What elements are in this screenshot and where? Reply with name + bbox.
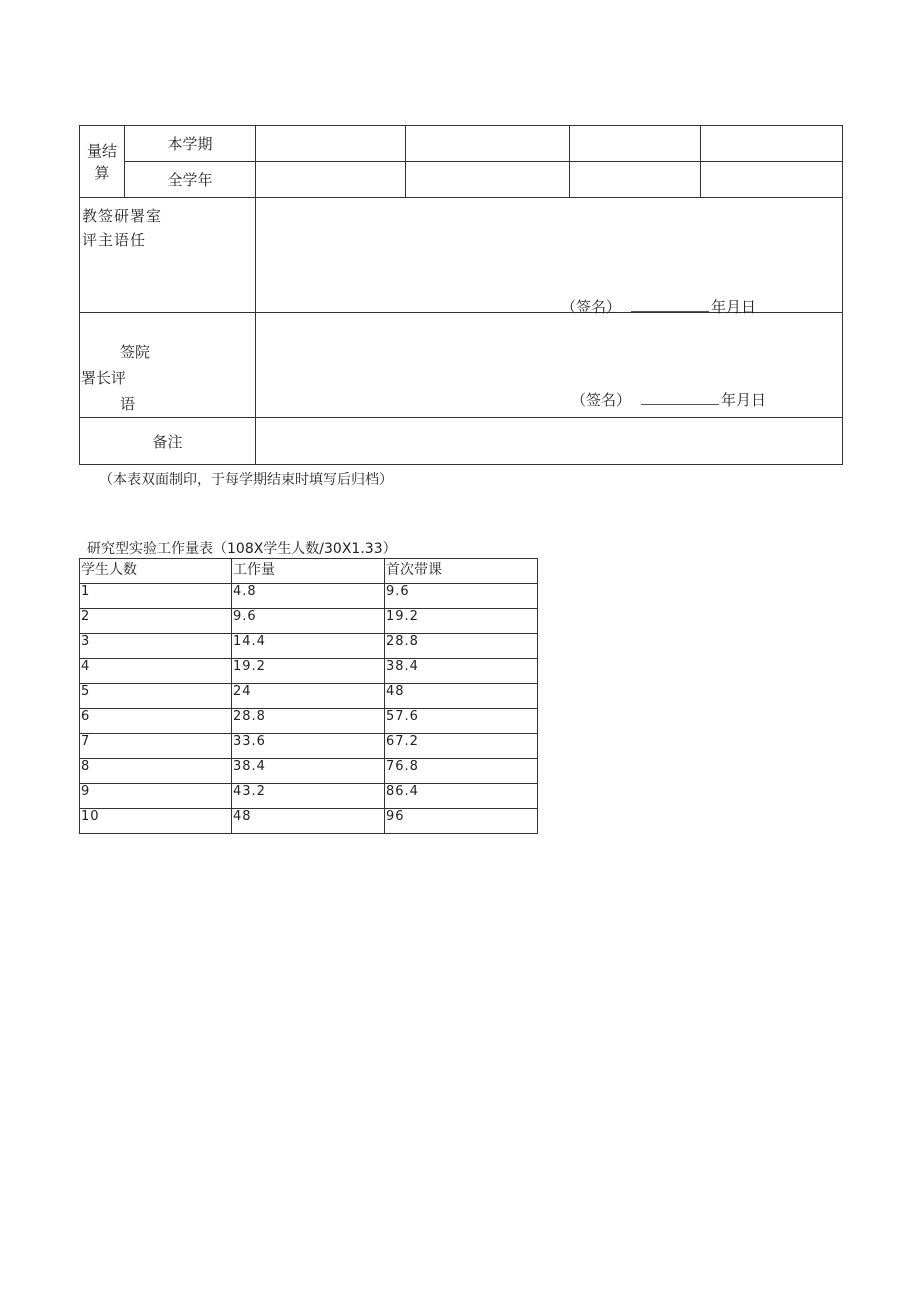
cell-student-count: 5 xyxy=(80,684,232,709)
table-row xyxy=(80,659,538,684)
remarks-area[interactable] xyxy=(256,418,843,465)
teaching-office-comment-area[interactable] xyxy=(256,198,843,316)
print-note: （本表双面制印，于每学期结束时填写后归档） xyxy=(99,472,393,488)
cell-first-course: 57.6 xyxy=(385,709,538,734)
cell-first-course: 48 xyxy=(385,684,538,709)
table-row xyxy=(80,809,538,834)
cell-student-count: 1 xyxy=(80,584,232,609)
cell-workload: 33.6 xyxy=(232,734,385,759)
date-text: 年月日 xyxy=(721,391,767,409)
dean-row xyxy=(80,313,843,418)
header-workload: 工作量 xyxy=(232,559,385,584)
signature-blank[interactable] xyxy=(631,299,709,312)
summary-label-line2: 算 xyxy=(94,163,110,182)
cell-first-course: 96 xyxy=(385,809,538,834)
teaching-office-row xyxy=(80,198,843,313)
cell-first-course: 28.8 xyxy=(385,634,538,659)
dean-label-line1: 签院 xyxy=(120,343,151,361)
workload-table-caption: 研究型实验工作量表（108X学生人数/30X1.33） xyxy=(87,541,397,557)
table-row xyxy=(80,684,538,709)
cell-student-count: 3 xyxy=(80,634,232,659)
table-row xyxy=(80,634,538,659)
semester-label: 本学期 xyxy=(125,126,256,162)
table-row xyxy=(80,759,538,784)
signature-text: （签名） xyxy=(571,391,632,409)
cell-student-count: 10 xyxy=(80,809,232,834)
semester-row xyxy=(80,126,843,162)
cell-student-count: 6 xyxy=(80,709,232,734)
teaching-office-label-line1: 教签研署室 xyxy=(82,207,163,225)
table-row xyxy=(80,584,538,609)
workload-summary-label xyxy=(80,126,125,198)
dean-signature-line xyxy=(571,389,766,410)
semester-field-4[interactable] xyxy=(701,126,843,162)
remarks-label: 备注 xyxy=(80,418,256,465)
cell-first-course: 19.2 xyxy=(385,609,538,634)
table-row xyxy=(80,784,538,809)
semester-field-3[interactable] xyxy=(570,126,701,162)
dean-label-line2: 署长评 xyxy=(81,369,127,387)
cell-workload: 48 xyxy=(232,809,385,834)
date-text: 年月日 xyxy=(711,298,757,316)
cell-workload: 28.8 xyxy=(232,709,385,734)
dean-label-line3: 语 xyxy=(120,395,136,413)
table-row xyxy=(80,609,538,634)
cell-first-course: 38.4 xyxy=(385,659,538,684)
dean-comment-area[interactable] xyxy=(256,313,843,418)
school-year-label: 全学年 xyxy=(125,162,256,198)
semester-field-1[interactable] xyxy=(256,126,406,162)
year-field-1[interactable] xyxy=(256,162,406,198)
workload-table xyxy=(79,558,538,834)
cell-workload: 38.4 xyxy=(232,759,385,784)
table-row xyxy=(80,734,538,759)
cell-workload: 4.8 xyxy=(232,584,385,609)
teaching-office-label xyxy=(80,198,256,313)
table-row xyxy=(80,709,538,734)
year-field-3[interactable] xyxy=(570,162,701,198)
header-first-course: 首次带课 xyxy=(385,559,538,584)
semester-field-2[interactable] xyxy=(406,126,570,162)
cell-first-course: 67.2 xyxy=(385,734,538,759)
cell-workload: 43.2 xyxy=(232,784,385,809)
cell-student-count: 8 xyxy=(80,759,232,784)
signature-text: （签名） xyxy=(561,298,622,316)
header-student-count: 学生人数 xyxy=(80,559,232,584)
summary-label-line1: 量结 xyxy=(86,141,117,160)
cell-first-course: 76.8 xyxy=(385,759,538,784)
cell-student-count: 4 xyxy=(80,659,232,684)
year-row xyxy=(80,162,843,198)
evaluation-form-table xyxy=(79,125,843,465)
dean-label xyxy=(80,313,256,418)
teaching-office-label-line2: 评主语任 xyxy=(82,231,147,249)
cell-student-count: 2 xyxy=(80,609,232,634)
cell-workload: 24 xyxy=(232,684,385,709)
cell-workload: 9.6 xyxy=(232,609,385,634)
cell-workload: 19.2 xyxy=(232,659,385,684)
cell-student-count: 9 xyxy=(80,784,232,809)
signature-blank[interactable] xyxy=(641,392,719,405)
year-field-4[interactable] xyxy=(701,162,843,198)
cell-student-count: 7 xyxy=(80,734,232,759)
header-row xyxy=(80,559,538,584)
workload-table-body xyxy=(80,584,538,834)
cell-workload: 14.4 xyxy=(232,634,385,659)
year-field-2[interactable] xyxy=(406,162,570,198)
cell-first-course: 9.6 xyxy=(385,584,538,609)
remarks-row xyxy=(80,418,843,465)
cell-first-course: 86.4 xyxy=(385,784,538,809)
